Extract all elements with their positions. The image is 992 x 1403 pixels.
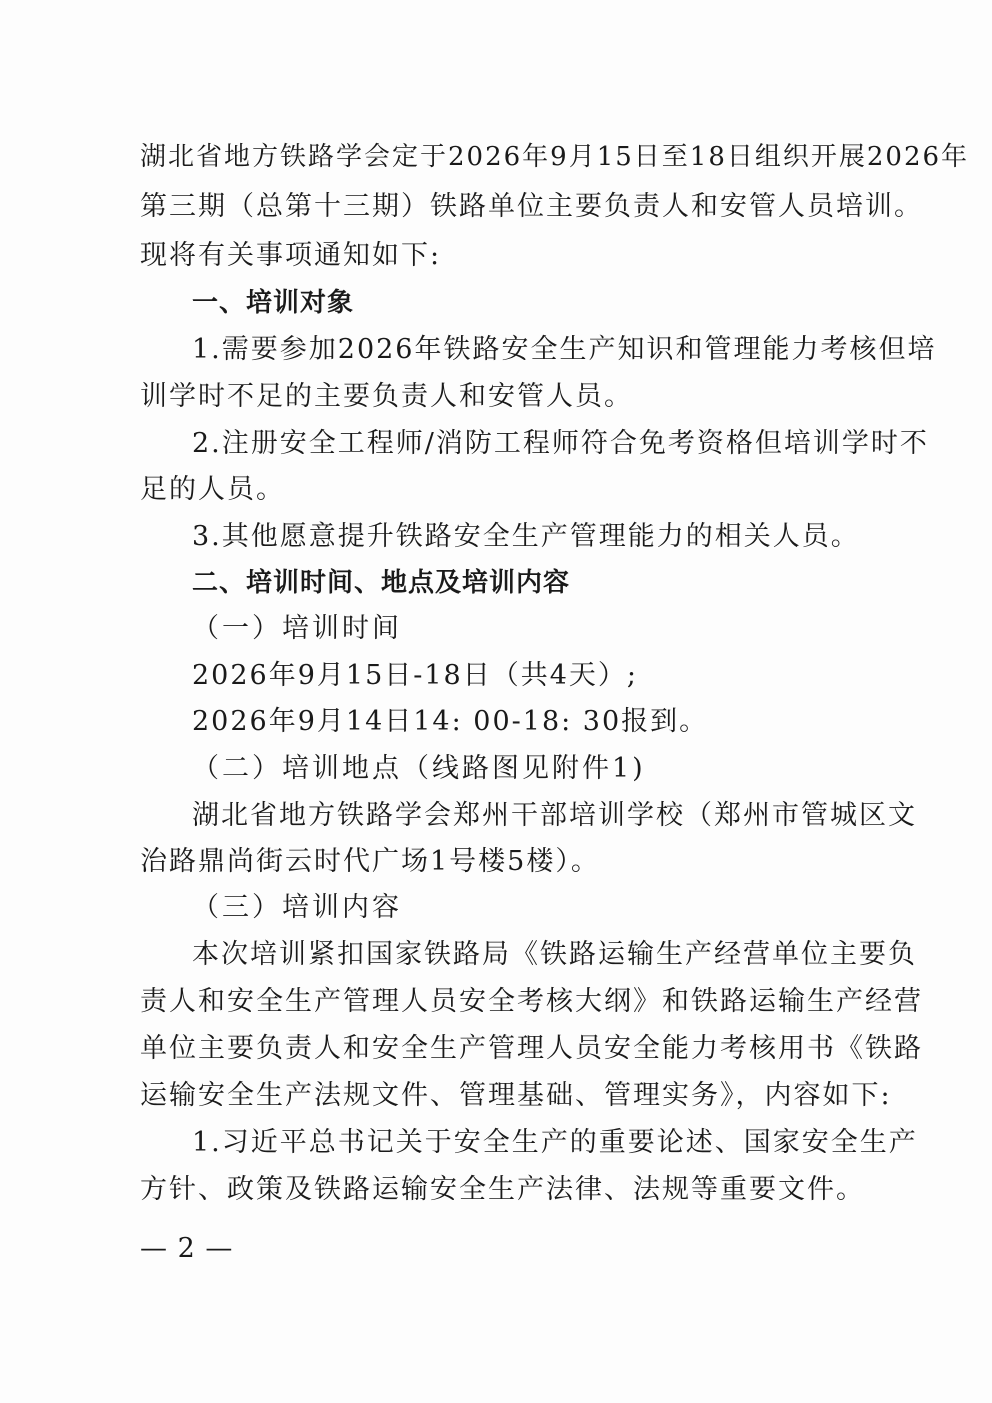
time-line-1: 2026年9月15日-18日（共4天）; (192, 660, 639, 691)
content-item-1-line-1: 1.习近平总书记关于安全生产的重要论述、国家安全生产 (192, 1127, 918, 1158)
content-paragraph-line-3: 单位主要负责人和安全生产管理人员安全能力考核用书《铁路 (140, 1033, 923, 1064)
place-subheading: （二）培训地点（线路图见附件1) (192, 753, 646, 784)
content-subheading: （三）培训内容 (192, 892, 402, 923)
section-1-item-3: 3.其他愿意提升铁路安全生产管理能力的相关人员。 (192, 521, 860, 552)
section-1-item-2-line-2: 足的人员。 (140, 474, 285, 505)
content-paragraph-line-1: 本次培训紧扣国家铁路局《铁路运输生产经营单位主要负 (192, 939, 917, 970)
section-1-item-1-line-2: 训学时不足的主要负责人和安管人员。 (140, 381, 633, 412)
section-1-item-2-line-1: 2.注册安全工程师/消防工程师符合免考资格但培训学时不 (192, 428, 929, 459)
content-paragraph-line-2: 责人和安全生产管理人员安全考核大纲》和铁路运输生产经营 (140, 986, 923, 1017)
intro-line-2: 第三期（总第十三期）铁路单位主要负责人和安管人员培训。 (140, 191, 923, 222)
time-subheading: （一）培训时间 (192, 613, 402, 644)
intro-line-3: 现将有关事项通知如下: (140, 240, 442, 271)
page-number: — 2 — (140, 1233, 234, 1264)
place-line-2: 治路鼎尚街云时代广场1号楼5楼）。 (140, 846, 600, 877)
section-2-heading: 二、培训时间、地点及培训内容 (192, 568, 571, 598)
section-1-heading: 一、培训对象 (192, 288, 355, 318)
place-line-1: 湖北省地方铁路学会郑州干部培训学校（郑州市管城区文 (192, 800, 917, 831)
content-item-1-line-2: 方针、政策及铁路运输安全生产法律、法规等重要文件。 (140, 1174, 865, 1205)
intro-line-1: 湖北省地方铁路学会定于2026年9月15日至18日组织开展2026年 (140, 142, 970, 172)
section-1-item-1-line-1: 1.需要参加2026年铁路安全生产知识和管理能力考核但培 (192, 334, 937, 365)
time-line-2: 2026年9月14日14: 00-18: 30报到。 (192, 706, 709, 737)
content-paragraph-line-4: 运输安全生产法规文件、管理基础、管理实务》，内容如下: (140, 1080, 892, 1111)
